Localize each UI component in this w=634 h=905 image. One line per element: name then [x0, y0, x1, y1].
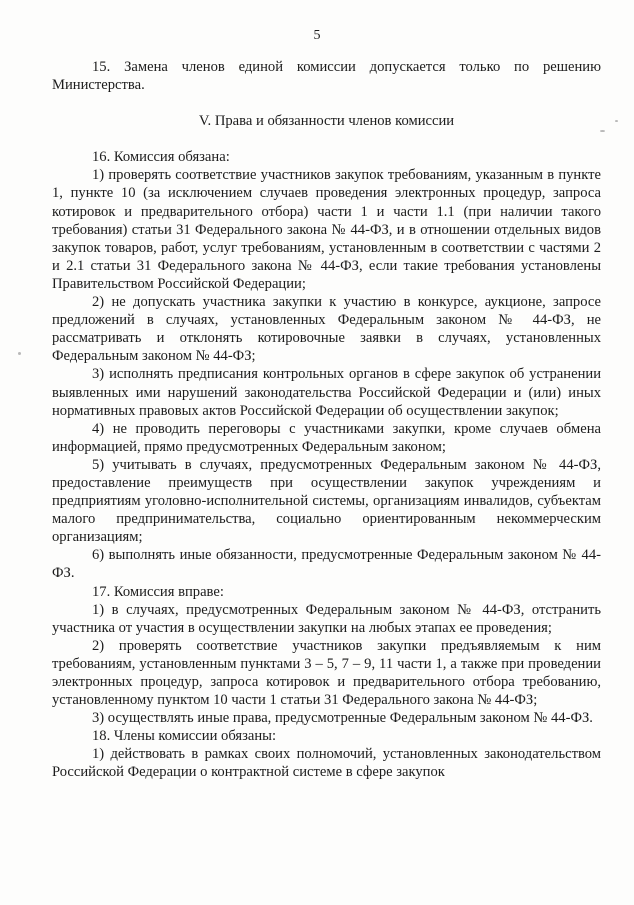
paragraph-16-item-6: 6) выполнять иные обязанности, предусмотренные Федеральным законом № 44-ФЗ. — [52, 547, 601, 582]
paragraph-17-item-2: 2) проверять соответствие участников закупки предъявляемым к ним требованиям, установленным пунктами 3 – 5, 7 – 9, 11 части 1, а также при проведении электронных процедур, запроса котировок и предварительного отбора требованию, установленному пунктом 10 части 1 статьи 31 Федерального закона № 44-ФЗ; — [52, 637, 601, 709]
section-heading: V. Права и обязанности членов комиссии — [198, 113, 455, 130]
paragraph-16-item-1: 1) проверять соответствие участников закупок требованиям, указанным в пункте 1, пункте 10 (за исключением случаев проведения электронных процедур, запроса котировок и предварительного отбора) части 1 и части 1.1 (при наличии такого требования) статьи 31 Федерального закона № 44-ФЗ, и в отношении отдельных видов закупок товаров, работ, услуг требованиям, установленным в соответствии с частями 2 и 2.1 статьи 31 Федерального закона № 44-ФЗ, если такие требования установлены Правительством Российской Федерации; — [52, 167, 601, 292]
document-body — [52, 58, 601, 782]
paragraph-16-item-5: 5) учитывать в случаях, предусмотренных Федеральным законом № 44-ФЗ, предоставление преимуществ при осуществлении закупок учреждениям и предприятиям уголовно-исполнительной системы, организациям инвалидов, субъектам малого предпринимательства, социально ориентированным некоммерческим организациям; — [52, 456, 601, 546]
paragraph-16: 16. Комиссия обязана: — [92, 149, 230, 166]
paragraph-17-item-1: 1) в случаях, предусмотренных Федеральным законом № 44-ФЗ, отстранить участника от участия в осуществлении закупки на любых этапах ее проведения; — [52, 601, 601, 636]
paragraph-16-item-3: 3) исполнять предписания контрольных органов в сфере закупок об устранении выявленных ими нарушений законодательства Российской Федерации и (или) иных нормативных правовых актов Российской Федерации об осуществлении закупок; — [52, 366, 601, 419]
paragraph-16-item-4: 4) не проводить переговоры с участниками закупки, кроме случаев обмена информацией, прямо предусмотренных Федеральным законом; — [52, 420, 601, 455]
paragraph-17: 17. Комиссия вправе: — [92, 583, 224, 600]
paragraph-15: 15. Замена членов единой комиссии допускается только по решению Министерства. — [52, 59, 601, 94]
paragraph-18: 18. Члены комиссии обязаны: — [92, 728, 277, 745]
paragraph-16-item-2: 2) не допускать участника закупки к участию в конкурсе, аукционе, запросе предложений в случаях, установленных Федеральным законом № 44-ФЗ, не рассматривать и отклонять котировочные заявки в случаях, установленных Федеральным законом № 44-ФЗ; — [52, 294, 601, 365]
scan-speck — [18, 352, 21, 355]
paragraph-17-item-3: 3) осуществлять иные права, предусмотренные Федеральным законом № 44-ФЗ. — [92, 710, 593, 727]
paragraph-18-item-1: 1) действовать в рамках своих полномочий, установленных законодательством Российской Федерации о контрактной системе в сфере закупок — [52, 746, 601, 781]
scan-speck — [615, 120, 618, 122]
scan-speck — [600, 130, 605, 132]
page-number: 5 — [313, 28, 321, 43]
